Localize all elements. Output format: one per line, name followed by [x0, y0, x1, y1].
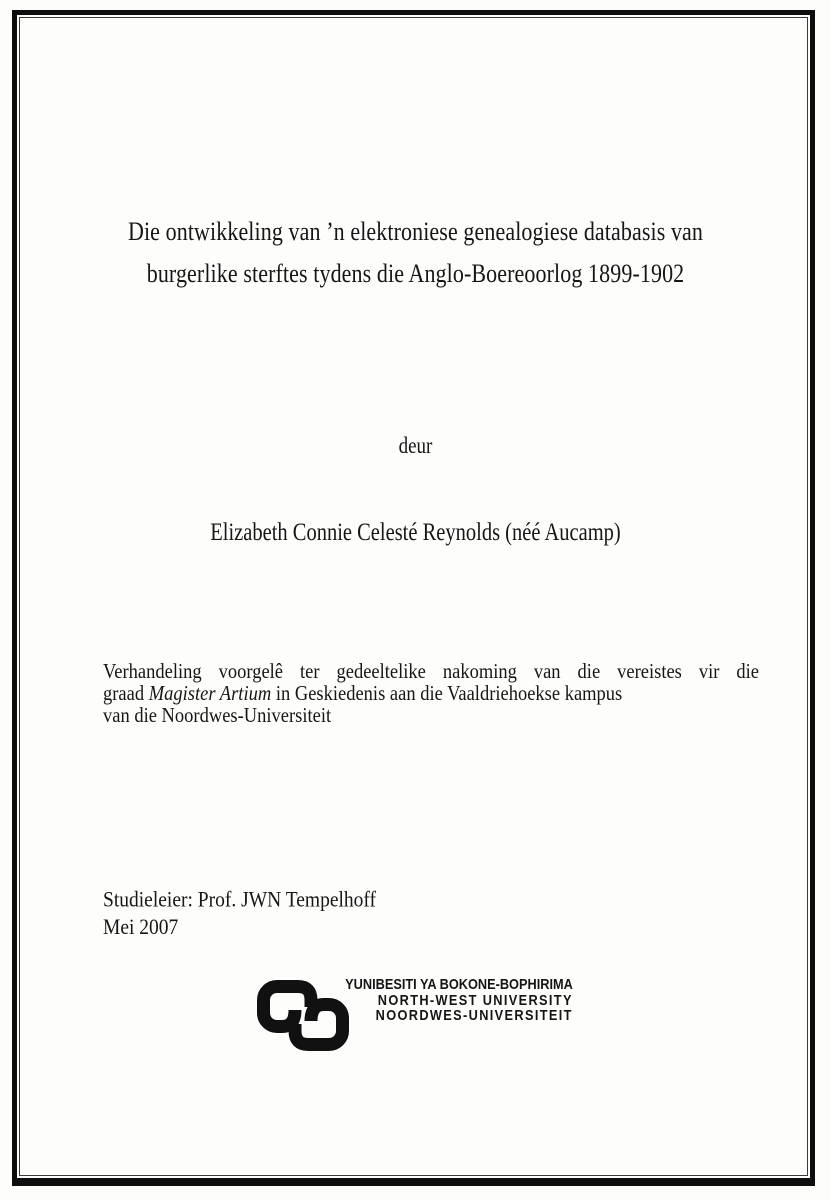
chain-link-right: [295, 1005, 343, 1045]
statement-line-1: Verhandeling voorgelê ter gedeeltelike nakoming van die vereistes vir die: [103, 660, 759, 684]
statement-line-2-pre: graad: [103, 682, 149, 706]
statement-line-2: [103, 684, 759, 706]
thesis-title-line-1: Die ontwikkeling van ’n elektroniese genealogiese databasis van: [127, 216, 704, 246]
statement-line-2-post: in Geskiedenis aan die Vaaldriehoekse kampus: [271, 682, 623, 706]
author-name: Elizabeth Connie Celesté Reynolds (néé Aucamp): [210, 518, 621, 546]
thesis-title-line-2: burgerlike sterftes tydens die Anglo-Boereoorlog 1899-1902: [146, 258, 685, 288]
degree-name: Magister Artium: [148, 682, 272, 706]
chain-link-left: [264, 987, 312, 1027]
nwu-chain-links-icon: [257, 979, 351, 1053]
supervisor-line: Studieleier: Prof. JWN Tempelhoff: [103, 888, 377, 913]
thesis-statement: [103, 662, 759, 728]
logo-line-setswana: YUNIBESITI YA BOKONE-BOPHIRIMA: [345, 976, 573, 993]
logo-line-english: NORTH-WEST UNIVERSITY: [377, 991, 573, 1009]
thesis-title: [0, 210, 831, 294]
logo-line-afrikaans: NOORDWES-UNIVERSITEIT: [375, 1007, 573, 1024]
footer-block: [103, 887, 376, 942]
nwu-logo-text: [345, 977, 573, 1024]
byline-label: deur: [398, 434, 433, 460]
date-line: Mei 2007: [103, 915, 179, 940]
statement-line-3: van die Noordwes-Universiteit: [103, 704, 332, 728]
